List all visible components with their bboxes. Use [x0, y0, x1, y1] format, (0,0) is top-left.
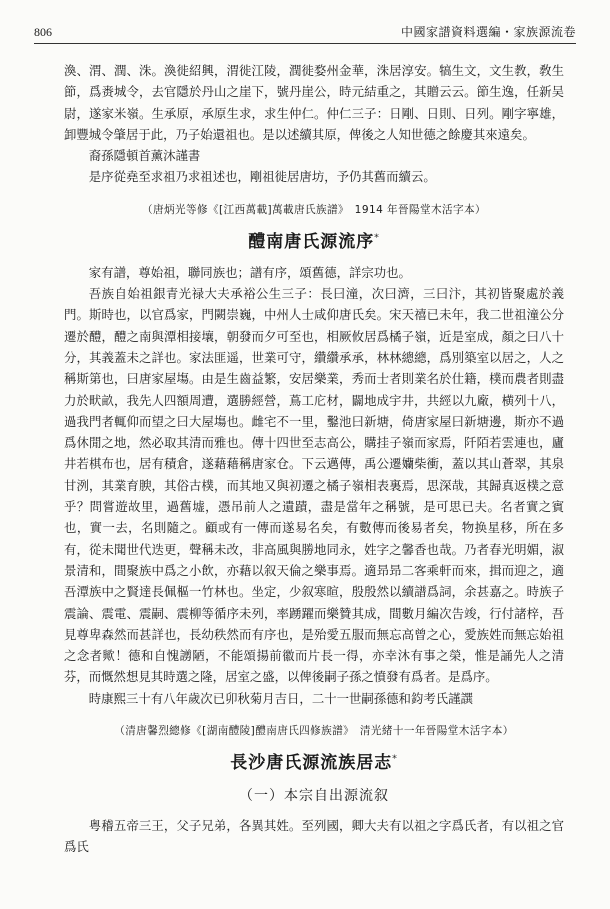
footnote-mark: * [392, 754, 398, 765]
postscript: 是序從堯至求祖乃求祖述也，剛祖徙居唐坊，予仍其舊而續云。 [88, 169, 436, 185]
paragraph: 家有譜，尊始祖，聯同族也；譜有序，頌舊德，詳宗功也。 [88, 264, 411, 280]
page-header [34, 18, 576, 44]
section-title-text: 長沙唐氏源流族居志 [230, 753, 393, 774]
paragraph: 粤稽五帝三王，父子兄弟，各異其姓。至列國，卿大夫有以祖之字爲氏者，有以祖之官爲氏 [64, 818, 564, 855]
section-title-text: 醴南唐氏源流序 [248, 231, 375, 252]
paragraph: 渙、渭、潤、洙。渙徙紹興，渭徙江陵，潤徙婺州金華，洙居淳安。犒生文，文生教，敎生節，爲赉城令，去官隱於丹山之崖下，號丹崖公，時元結重之，其贈云云。節生逸，任新吴尉，遂家米嶺。生承原，承原生求，求生仲仁。仲仁三子：日剛、日則、日列。剛字寧雄，卸豐城令肇居于此，乃子始還祖也。是以述續其原，俾後之人知世德之餘慶其來遠矣。 [64, 63, 564, 142]
page-content [64, 60, 564, 858]
footnote-mark: * [374, 233, 380, 244]
source-citation: （清唐馨烈總修《[湖南醴陵]醴南唐氏四修族譜》 清光緒十一年晉陽堂木活字本） [114, 725, 514, 738]
page-number: 806 [34, 25, 52, 39]
date-line: 時康熙三十有八年歲次已卯秋菊月吉日，二十一世嗣孫德和鈞考氏謹譔 [88, 690, 473, 706]
running-head: 中國家譜資料選編・家族源流卷 [400, 25, 576, 39]
subsection-title: （一）本宗自出源流叙 [239, 788, 389, 805]
paragraph: 吾族自始祖銀青光禄大夫承裕公生三子：長曰潼，次曰濟，三曰汴，其初皆聚處於義門。斯時也，以官爲家，門闕崇巍，中州人士咸仰唐氏矣。宋天禧已未年，我二世祖潼公分遷於醴，醴之南與潭相接壤，朝發而夕可至也，相厥攸居爲橘子嶺，近是室成，顏之曰八十分，其義蓋未之詳也。家法匪遥，世業可守，纘纘承承，林林總總，爲別築室以居之，人之稱斯第也，曰唐家屋塲。由是生齒益繁，安居樂業，秀而士者則業名於仕籍，樸而農者則盡力於畎畝，我先人四額周遭，選勝經營，蔦工庀材，闢地成宇井，共經以九廠，横列十八，過我門者輒仰而望之曰大屋塲也。雌宅不一里，鑿池曰新塘，倚唐家屋曰新塘邊，斯亦不過爲休閒之地，然必取其清而雅也。傳十四世至志高公，購挂子嶺而家焉，阡陌若雲連也，廬井若棋布也，居有積倉，遂藉藉稱唐家仓。下云邁傳，禹公遷孏柴衝，蓋以其山蒼翠，其泉甘洌，其業育腴，其俗古樸，而其地又與初遷之橘子嶺相表裏焉，思深哉，其歸真返樸之意乎？問嘗遊故里，過舊墟，憑吊前人之遺蹟，盡是當年之稱號，是可思已夫。名者實之賓也，實一去，名則隨之。顧或有一傳而遂易名矣，有數傳而後易者矣，物换星移，所在多有，從未聞世代迭更，聲稱未改，非高風與勝地同永，姓字之馨香也哉。乃者春光明媚，淑景清和，間聚族中爲之小飲，亦藉以叙天倫之樂事焉。適昻昻二客乘軒而來，揖而迎之，適吾潭族中之賢達長佩樞一竹林也。坐定，少叙寒暄，殷殷然以續譜爲詞，余甚嘉之。時族子震論、震電、震嗣、震柳等循序未列，率踴躍而樂贊其成，間數月編次告竣，行付諸梓，吾見尊卑森然而甚詳也，長幼秩然而有序也，是殆愛五服而無忘高曾之心，愛族姓而無忘始祖之念者歟！德和自愧謭陋，不能頌揚前徽而片長一得，亦幸沐有事之榮，惟是誦先人之清芬，而慨然想見其時選之隆，居室之盛，以俾後嗣子孫之憤發有爲者。是爲序。 [64, 286, 564, 685]
signature: 裔孫隱頓首薰沐謹書 [88, 148, 201, 164]
source-citation: （唐炳光等修《[江西萬載]萬載唐氏族譜》 1914 年晉陽堂木活字本） [142, 203, 486, 216]
section-title [64, 748, 564, 773]
section-title [64, 227, 564, 252]
